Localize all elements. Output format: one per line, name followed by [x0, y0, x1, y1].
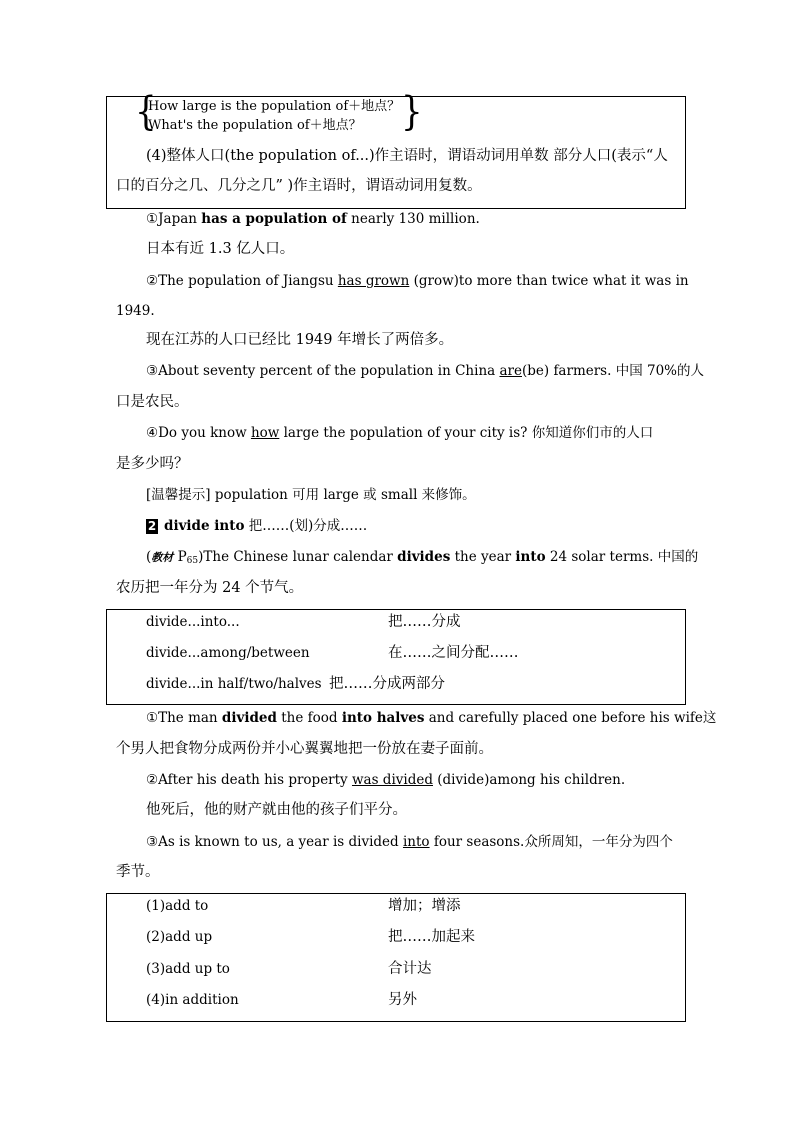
phrase-en: (3)add up to — [146, 961, 230, 977]
answer-blank: has grown — [337, 273, 410, 289]
answer-blank: how — [250, 425, 280, 441]
phrase-en: divide...among/between — [146, 645, 310, 661]
phrase-en: (4)in addition — [146, 992, 239, 1008]
example-3-translation-cont: 口是农民。 — [116, 394, 189, 410]
phrase-cn: 在……之间分配…… — [388, 645, 519, 661]
phrase-cn: 合计达 — [388, 961, 432, 977]
right-brace: } — [401, 89, 423, 135]
example-1: ①Japan has a population of nearly 130 million. — [146, 211, 480, 227]
textbook-example-translation: 农历把一年分为 24 个节气。 — [116, 580, 304, 596]
example-2-year: 1949. — [116, 303, 155, 319]
divide-example-2-translation: 他死后，他的财产就由他的孩子们平分。 — [146, 802, 407, 818]
phrase-en: (2)add up — [146, 929, 213, 945]
example-4: ④Do you know how large the population of your city is? 你知道你们市的人口 — [146, 425, 654, 441]
phrase-cn: 增加；增添 — [388, 898, 461, 914]
divide-example-3-translation-cont: 季节。 — [116, 864, 160, 880]
answer-blank: into — [402, 834, 430, 850]
section-2-heading: 2 divide into 把……(划)分成…… — [147, 518, 368, 534]
example-2: ②The population of Jiangsu has grown (grow)to more than twice what it was in — [146, 273, 689, 289]
divide-example-1: ①The man divided the food into halves and carefully placed one before his wife这 — [146, 710, 717, 726]
phrase-cn: 另外 — [388, 992, 417, 1008]
phrase-en: divide...into... — [146, 614, 240, 630]
example-3: ③About seventy percent of the population in China are(be) farmers. 中国 70%的人 — [146, 363, 704, 379]
divide-example-1-translation: 个男人把食物分成两份并小心翼翼地把一份放在妻子面前。 — [116, 741, 493, 757]
section-number-badge: 2 — [147, 519, 157, 533]
example-4-translation-cont: 是多少吗？ — [116, 456, 189, 472]
phrase-en: (1)add to — [146, 898, 209, 914]
example-2-translation: 现在江苏的人口已经比 1949 年增长了两倍多。 — [146, 332, 454, 348]
phrase-cn: 把……分成 — [388, 614, 461, 630]
divide-example-3: ③As is known to us, a year is divided into four seasons.众所周知，一年分为四个 — [146, 834, 673, 850]
note-line-1: (4)整体人口(the population of...)作主语时，谓语动词用单数 部分人口(表示“人 — [146, 148, 668, 164]
answer-blank: are — [499, 363, 522, 379]
note-line-2: 口的百分之几、几分之几” )作主语时，谓语动词用复数。 — [116, 178, 482, 194]
answer-blank: was divided — [351, 772, 433, 788]
question-line-1: How large is the population of＋地点？ — [148, 99, 401, 114]
divide-example-2: ②After his death his property was divided (divide)among his children. — [146, 772, 626, 788]
warm-tip: [温馨提示] population 可用 large 或 small 来修饰。 — [146, 487, 476, 503]
textbook-example: (教材 $P_{65})The$ Chinese lunar calendar divides the year into 24 solar terms. 中国的 — [146, 549, 699, 566]
phrase-en: divide...in half/two/halves — [146, 676, 322, 692]
phrase-cn: 把……加起来 — [388, 929, 475, 945]
phrase-cn: 把……分成两部分 — [329, 676, 445, 692]
left-brace: { — [135, 89, 157, 135]
example-1-translation: 日本有近 1.3 亿人口。 — [146, 241, 295, 257]
question-line-2: What's the population of＋地点？ — [148, 118, 362, 133]
